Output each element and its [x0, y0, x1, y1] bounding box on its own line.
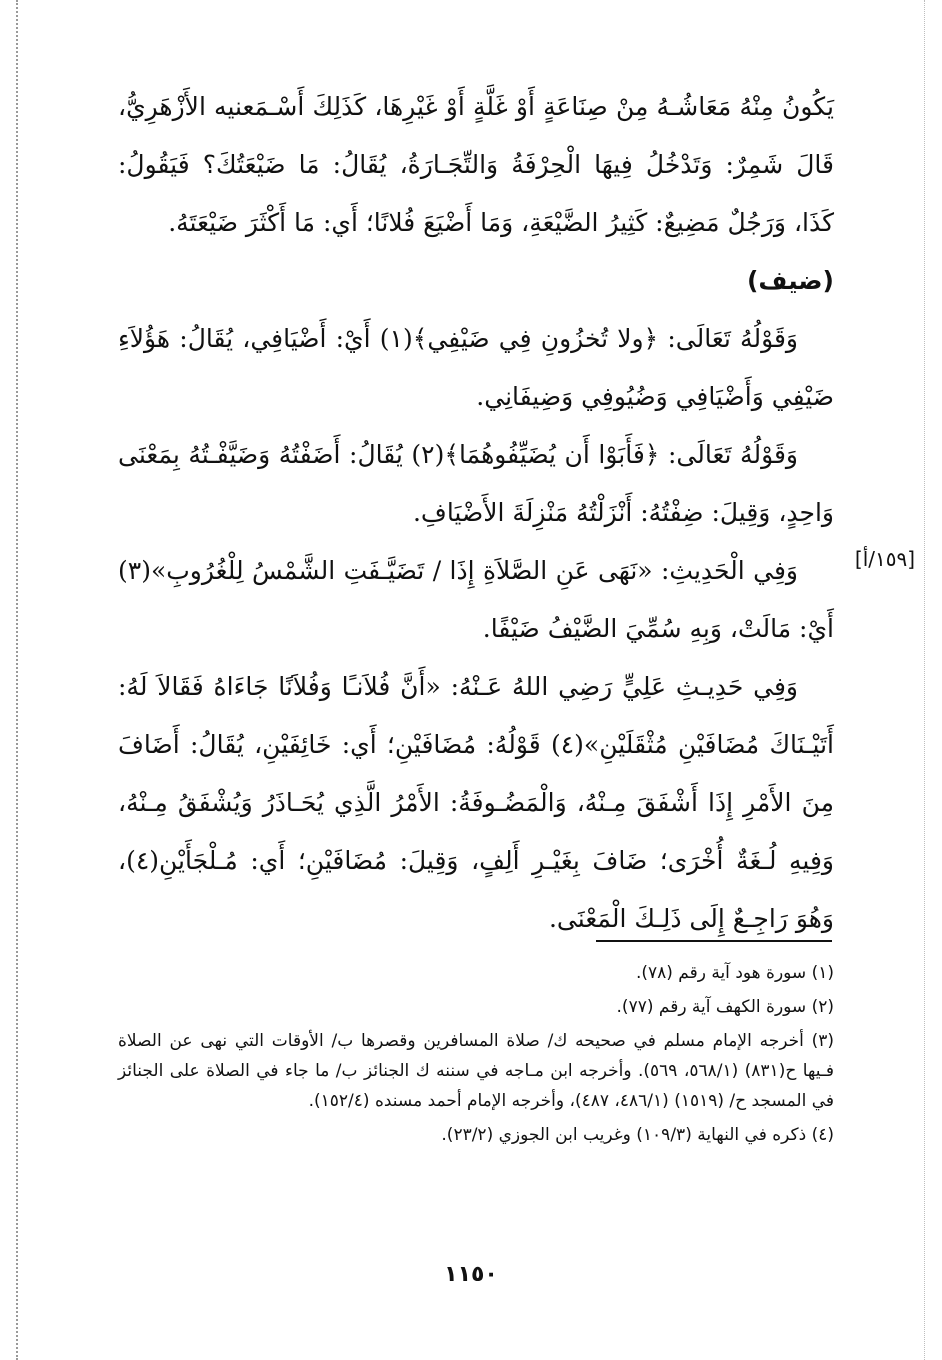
paragraph-4: وَفِي الْحَدِيثِ: «نَهَى عَنِ الصَّلاَةِ إِذَا / تَضَيَّـفَتِ الشَّمْسُ لِلْغُرُوبِ»(٣) أَيْ: مَالَتْ، وَبِهِ سُمِّيَ الضَّيْفُ ضَيْفًا.	[118, 556, 834, 643]
paragraph-3: وَقَوْلُهُ تَعَالَى: ﴿فَأَبَوْا أَن يُضَيِّفُوهُمَا﴾(٢) يُقَالُ: أَضَفْتُهُ وَضَيَّفْـتُهُ بِمَعْنَى وَاحِدٍ، وَقِيلَ: ضِفْتُهُ: أَنْزَلْتُهُ مَنْزِلَةَ الأَضْيَافِ.	[118, 440, 834, 527]
paragraph-1: يَكُونُ مِنْهُ مَعَاشُـهُ مِنْ صِنَاعَةٍ أَوْ غَلَّةٍ أَوْ غَيْرِهَا، كَذَلِكَ أَسْـمَعنيه الأَزْهَرِيُّ، قَالَ شَمِرٌ: وَتَدْخُلُ فِيهَا الْحِرْفَةُ وَالتِّجَـارَةُ، يُقَالُ: مَا ضَيْعَتُكَ؟ فَيَقُولُ: كَذَا، وَرَجُلٌ مَضِيعٌ: كَثِيرُ الضَّيْعَةِ، وَمَا أَضْيَعَ فُلانًا؛ أَي: مَا أَكْثَرَ ضَيْعَتَهُ.	[118, 92, 834, 237]
footnote-1: (١) سورة هود آية رقم (٧٨).	[635, 963, 834, 983]
footnotes	[118, 958, 834, 1154]
manuscript-folio-marker: [١٥٩/أ]	[854, 547, 916, 571]
paragraph-5: وَفِي حَدِيـثِ عَلِيٍّ رَضِي اللهُ عَـنْهُ: «أَنَّ فُلاَنـًا وَفُلاَنًا جَاءَاهُ فَقَالاَ لَهُ: أَتَيْـنَاكَ مُضَافَيْنِ مُثْقَلَيْنِ»(٤) قَوْلُهُ: مُضَافَيْنِ؛ أَي: خَائِفَيْنِ، يُقَالُ: أَضَافَ مِنَ الأَمْرِ إِذَا أَشْفَقَ مِـنْهُ، وَالْمَضُـوفَةُ: الأَمْرُ الَّذِي يُحَـاذَرُ وَيُشْفَقُ مِـنْهُ، وَفِيهِ لُـغَةٌ أُخْرَى؛ ضَافَ بِغَيْـرِ أَلِفٍ، وَقِيلَ: مُضَافَيْنِ؛ أَي: مُـلْجَأَيْنِ(٤)، وَهُوَ رَاجِـعٌ إِلَى ذَلِـكَ الْمَعْنَى.	[118, 672, 834, 933]
footnote-separator	[596, 940, 832, 942]
footnote-4: (٤) ذكره في النهاية (١٠٩/٣) وغريب ابن الجوزي (٢٣/٢).	[441, 1125, 834, 1145]
main-text	[118, 78, 834, 948]
right-scan-edge	[924, 0, 925, 1360]
paragraph-2: وَقَوْلُهُ تَعَالَى: ﴿ولا تُخزُونِ فِي ضَيْفِي﴾(١) أَيْ: أَضْيَافِي، يُقَالُ: هَؤُلاَءِ ضَيْفِي وَأَضْيَافِي وَضُيُوفِي وَضِيفَانِي.	[118, 324, 834, 411]
footnote-3: (٣) أخرجه الإمام مسلم في صحيحه ك/ صلاة المسافرين وقصرها ب/ الأوقات التي نهى عن الصلاة فـيها ح(٨٣١) (٥٦٨/١، ٥٦٩). وأخرجه ابن مـاجه في سننه ك الجنائز ب/ ما جاء في الصلاة على الجنائز في المسجد ح/ (١٥١٩) (٤٨٦/١، ٤٨٧)، وأخرجه الإمام أحمد مسنده (١٥٢/٤).	[118, 1031, 834, 1111]
page-number: ١١٥٠	[444, 1262, 498, 1287]
footnote-2: (٢) سورة الكهف آية رقم (٧٧).	[616, 997, 834, 1017]
entry-heading: (ضيف)	[747, 266, 834, 295]
left-scan-edge	[16, 0, 18, 1360]
